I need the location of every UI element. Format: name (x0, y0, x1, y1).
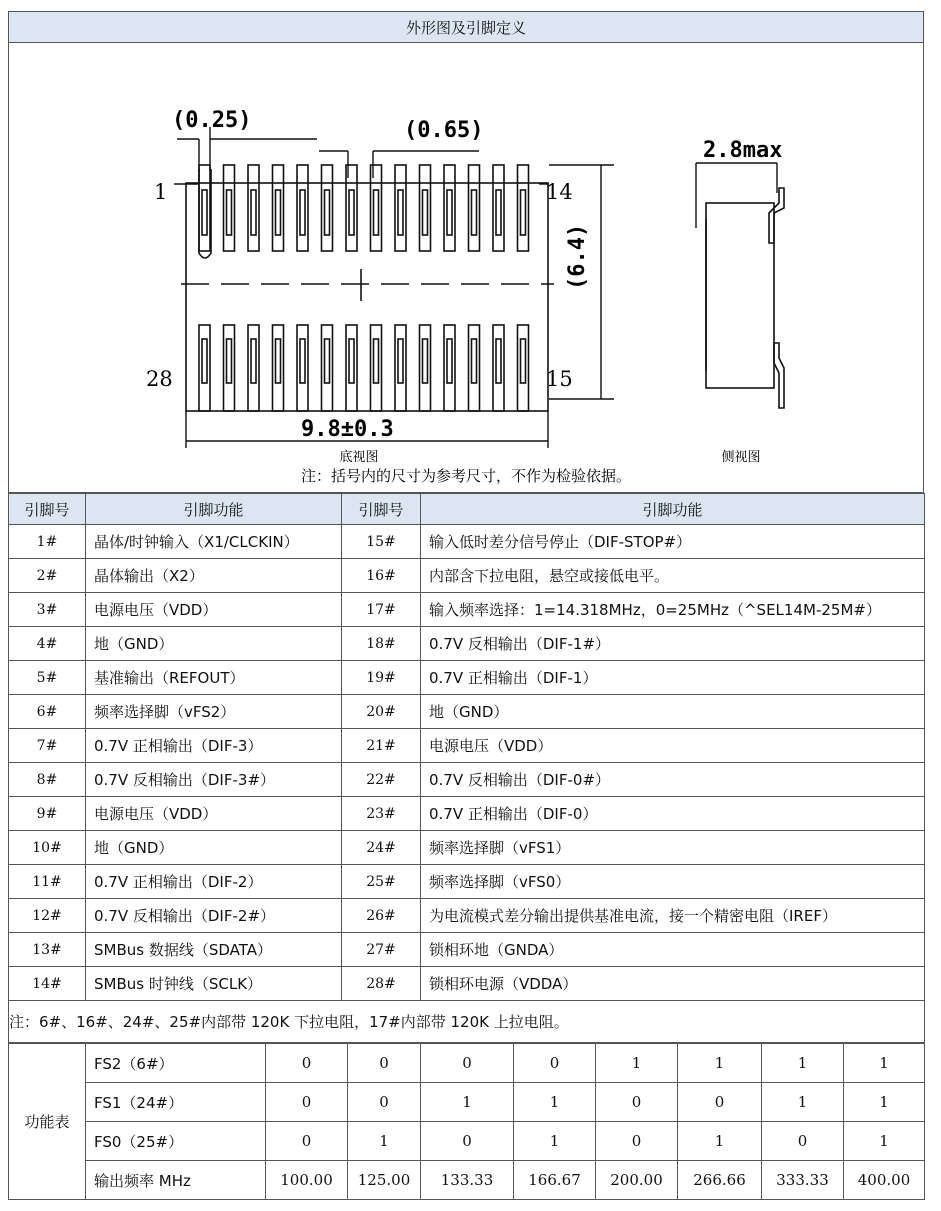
pin-top-inner (325, 190, 330, 235)
pin-top (322, 165, 333, 251)
pin-bottom (346, 325, 357, 411)
pin-top-inner (374, 190, 379, 235)
pin-number: 21# (342, 729, 421, 763)
function-value: 1 (678, 1044, 762, 1083)
pin-number: 9# (9, 797, 86, 831)
pin-table (8, 493, 925, 1043)
pin-number: 11# (9, 865, 86, 899)
pin-bottom-inner (447, 339, 452, 383)
pin-number: 14# (9, 967, 86, 1001)
table-row (9, 763, 925, 797)
pin-top-inner (227, 190, 232, 235)
function-value: 266.66 (678, 1161, 762, 1200)
table-row (9, 627, 925, 661)
function-row-label: FS1（24#） (86, 1083, 266, 1122)
function-value: 0 (678, 1083, 762, 1122)
pin-bottom (371, 325, 382, 411)
function-value: 0 (266, 1044, 348, 1083)
pin-top-inner (447, 190, 452, 235)
function-row-label: 输出频率 MHz (86, 1161, 266, 1200)
table-row (9, 1122, 925, 1161)
pin-top (297, 165, 308, 251)
side-view (696, 163, 784, 408)
pin-bottom-inner (251, 339, 256, 383)
pin-function: 电源电压（VDD） (421, 729, 925, 763)
pin-label-1: 1 (154, 180, 168, 204)
pin-function: 输入频率选择：1=14.318MHz，0=25MHz（^SEL14M-25M#） (421, 593, 925, 627)
pin-number: 18# (342, 627, 421, 661)
pin-number: 19# (342, 661, 421, 695)
table-row (9, 831, 925, 865)
pin-function: SMBus 时钟线（SCLK） (86, 967, 342, 1001)
pin-top (371, 165, 382, 251)
pin-bottom-inner (398, 339, 403, 383)
pin-bottom-inner (227, 339, 232, 383)
pin-function: 0.7V 反相输出（DIF-3#） (86, 763, 342, 797)
pin-function: 锁相环电源（VDDA） (421, 967, 925, 1001)
table-row (9, 1044, 925, 1083)
bottom-view-caption: 底视图 (339, 450, 379, 465)
pin-number: 25# (342, 865, 421, 899)
function-value: 1 (596, 1044, 678, 1083)
table-row (9, 559, 925, 593)
function-value: 133.33 (421, 1161, 514, 1200)
pin-function: 0.7V 正相输出（DIF-1） (421, 661, 925, 695)
pin-bottom (444, 325, 455, 411)
pin-top-inner (423, 190, 428, 235)
pin-bottom (224, 325, 235, 411)
bottom-view (174, 127, 614, 448)
pin-function: 0.7V 正相输出（DIF-3） (86, 729, 342, 763)
pin-bottom-inner (423, 339, 428, 383)
pin-function: SMBus 数据线（SDATA） (86, 933, 342, 967)
pin-top (420, 165, 431, 251)
pin-top-inner (349, 190, 354, 235)
pin-number: 5# (9, 661, 86, 695)
function-value: 333.33 (762, 1161, 844, 1200)
function-value: 0 (596, 1083, 678, 1122)
pin-function: 晶体输出（X2） (86, 559, 342, 593)
function-table-title: 功能表 (9, 1044, 86, 1200)
pin-bottom (493, 325, 504, 411)
pin-number: 3# (9, 593, 86, 627)
pin-top-inner (251, 190, 256, 235)
pin-function: 锁相环地（GNDA） (421, 933, 925, 967)
table-row (9, 1161, 925, 1200)
pin-top (273, 165, 284, 251)
pin-top-inner (521, 190, 526, 235)
table-row (9, 695, 925, 729)
function-row-label: FS2（6#） (86, 1044, 266, 1083)
pin-bottom-inner (202, 339, 207, 383)
dim-pin-width: (0.25) (172, 108, 252, 133)
pin-top (444, 165, 455, 251)
package-drawing (9, 43, 923, 488)
table-row (9, 593, 925, 627)
function-value: 1 (844, 1044, 925, 1083)
pin-number: 16# (342, 559, 421, 593)
pin-function-header: 引脚功能 (421, 494, 925, 525)
function-table (8, 1043, 925, 1200)
pin-label-28: 28 (146, 367, 173, 391)
function-value: 1 (421, 1083, 514, 1122)
pin-function: 频率选择脚（vFS0） (421, 865, 925, 899)
function-value: 1 (762, 1044, 844, 1083)
pin-function: 0.7V 正相输出（DIF-2） (86, 865, 342, 899)
pin-number-header: 引脚号 (9, 494, 86, 525)
pin-top (395, 165, 406, 251)
pin-top-inner (300, 190, 305, 235)
pin-function: 0.7V 反相输出（DIF-0#） (421, 763, 925, 797)
pin-table-header (9, 494, 925, 525)
pin-bottom-inner (300, 339, 305, 383)
pin-function: 0.7V 反相输出（DIF-1#） (421, 627, 925, 661)
function-value: 125.00 (348, 1161, 421, 1200)
pin-note: 注：6#、16#、24#、25#内部带 120K 下拉电阻，17#内部带 120K 上拉电阻。 (9, 1001, 925, 1043)
dim-height: 2.8max (703, 138, 783, 163)
function-value: 1 (762, 1083, 844, 1122)
pin-function: 地（GND） (86, 831, 342, 865)
function-value: 0 (348, 1044, 421, 1083)
dim-body-length: 9.8±0.3 (301, 417, 394, 442)
pin-top-inner (276, 190, 281, 235)
pin-bottom (420, 325, 431, 411)
datasheet-sheet (8, 11, 924, 1200)
table-row (9, 967, 925, 1001)
pin-function: 晶体/时钟输入（X1/CLCKIN） (86, 525, 342, 559)
pin-label-14: 14 (546, 180, 573, 204)
pin-number: 20# (342, 695, 421, 729)
function-value: 1 (348, 1122, 421, 1161)
function-value: 0 (514, 1044, 596, 1083)
pin-top-inner (472, 190, 477, 235)
function-value: 0 (266, 1083, 348, 1122)
pin-number: 24# (342, 831, 421, 865)
pin-function: 电源电压（VDD） (86, 797, 342, 831)
pin-number: 17# (342, 593, 421, 627)
pin-top-inner (496, 190, 501, 235)
pin-function: 内部含下拉电阻，悬空或接低电平。 (421, 559, 925, 593)
pin-number: 7# (9, 729, 86, 763)
pin-bottom (248, 325, 259, 411)
function-value: 1 (514, 1083, 596, 1122)
function-value: 1 (678, 1122, 762, 1161)
pin-top (518, 165, 529, 251)
pin-number-header: 引脚号 (342, 494, 421, 525)
side-lead-top (769, 188, 784, 243)
pin-number: 28# (342, 967, 421, 1001)
table-row (9, 865, 925, 899)
function-value: 166.67 (514, 1161, 596, 1200)
function-value: 0 (348, 1083, 421, 1122)
section-title: 外形图及引脚定义 (9, 12, 924, 43)
table-row (9, 797, 925, 831)
pin-number: 26# (342, 899, 421, 933)
pin-number: 23# (342, 797, 421, 831)
pin-number: 22# (342, 763, 421, 797)
side-lead-bottom (774, 343, 784, 408)
table-row (9, 525, 925, 559)
function-value: 100.00 (266, 1161, 348, 1200)
function-value: 1 (844, 1083, 925, 1122)
function-value: 1 (844, 1122, 925, 1161)
pin-number: 27# (342, 933, 421, 967)
pin-function: 基准输出（REFOUT） (86, 661, 342, 695)
pin-bottom (469, 325, 480, 411)
pin-label-15: 15 (546, 367, 573, 391)
pin-bottom (199, 325, 210, 411)
pin-function: 0.7V 正相输出（DIF-0） (421, 797, 925, 831)
pin-bottom-inner (521, 339, 526, 383)
function-value: 0 (596, 1122, 678, 1161)
pin-function: 地（GND） (421, 695, 925, 729)
function-value: 0 (266, 1122, 348, 1161)
pin-bottom-inner (374, 339, 379, 383)
table-row (9, 1083, 925, 1122)
pin-number: 8# (9, 763, 86, 797)
pin-number: 12# (9, 899, 86, 933)
pin-top-inner (202, 190, 207, 235)
pin-function: 频率选择脚（vFS2） (86, 695, 342, 729)
function-value: 0 (421, 1122, 514, 1161)
pin-bottom-inner (349, 339, 354, 383)
pin-number: 4# (9, 627, 86, 661)
pin-top (224, 165, 235, 251)
pin-function: 电源电压（VDD） (86, 593, 342, 627)
pin-bottom-inner (472, 339, 477, 383)
pin-bottom (395, 325, 406, 411)
pin-function: 地（GND） (86, 627, 342, 661)
pin-top (493, 165, 504, 251)
table-row (9, 729, 925, 763)
pin-top-inner (398, 190, 403, 235)
function-value: 200.00 (596, 1161, 678, 1200)
pin-bottom (297, 325, 308, 411)
dim-pin-pitch: (0.65) (404, 118, 484, 143)
function-table-body (9, 1044, 925, 1200)
pin-function: 输入低时差分信号停止（DIF-STOP#） (421, 525, 925, 559)
pin-function: 频率选择脚（vFS1） (421, 831, 925, 865)
pin-bottom (518, 325, 529, 411)
side-body (706, 203, 774, 388)
pin-top (248, 165, 259, 251)
function-value: 0 (421, 1044, 514, 1083)
dim-body-width: (6.4) (565, 223, 590, 290)
pin-bottom (322, 325, 333, 411)
pin-function-header: 引脚功能 (86, 494, 342, 525)
pin-top (199, 165, 210, 251)
function-row-label: FS0（25#） (86, 1122, 266, 1161)
table-row (9, 899, 925, 933)
package-drawing-cell (9, 43, 924, 493)
pin-top (469, 165, 480, 251)
pin-note-row (9, 1001, 925, 1043)
pin-number: 15# (342, 525, 421, 559)
dimension-note: 注：括号内的尺寸为参考尺寸，不作为检验依据。 (300, 467, 632, 485)
function-value: 0 (762, 1122, 844, 1161)
pin-bottom-inner (325, 339, 330, 383)
pin-function: 为电流模式差分输出提供基准电流，接一个精密电阻（IREF） (421, 899, 925, 933)
pin-bottom (273, 325, 284, 411)
pin-number: 13# (9, 933, 86, 967)
pin-bottom-inner (276, 339, 281, 383)
pin-number: 1# (9, 525, 86, 559)
pin-number: 2# (9, 559, 86, 593)
pin-bottom-inner (496, 339, 501, 383)
function-value: 1 (514, 1122, 596, 1161)
pin-table-body (9, 525, 925, 1001)
pin-function: 0.7V 反相输出（DIF-2#） (86, 899, 342, 933)
table-row (9, 933, 925, 967)
table-row (9, 661, 925, 695)
pin-number: 10# (9, 831, 86, 865)
pin-number: 6# (9, 695, 86, 729)
outline-table (8, 11, 924, 493)
side-view-caption: 侧视图 (721, 450, 761, 465)
function-value: 400.00 (844, 1161, 925, 1200)
